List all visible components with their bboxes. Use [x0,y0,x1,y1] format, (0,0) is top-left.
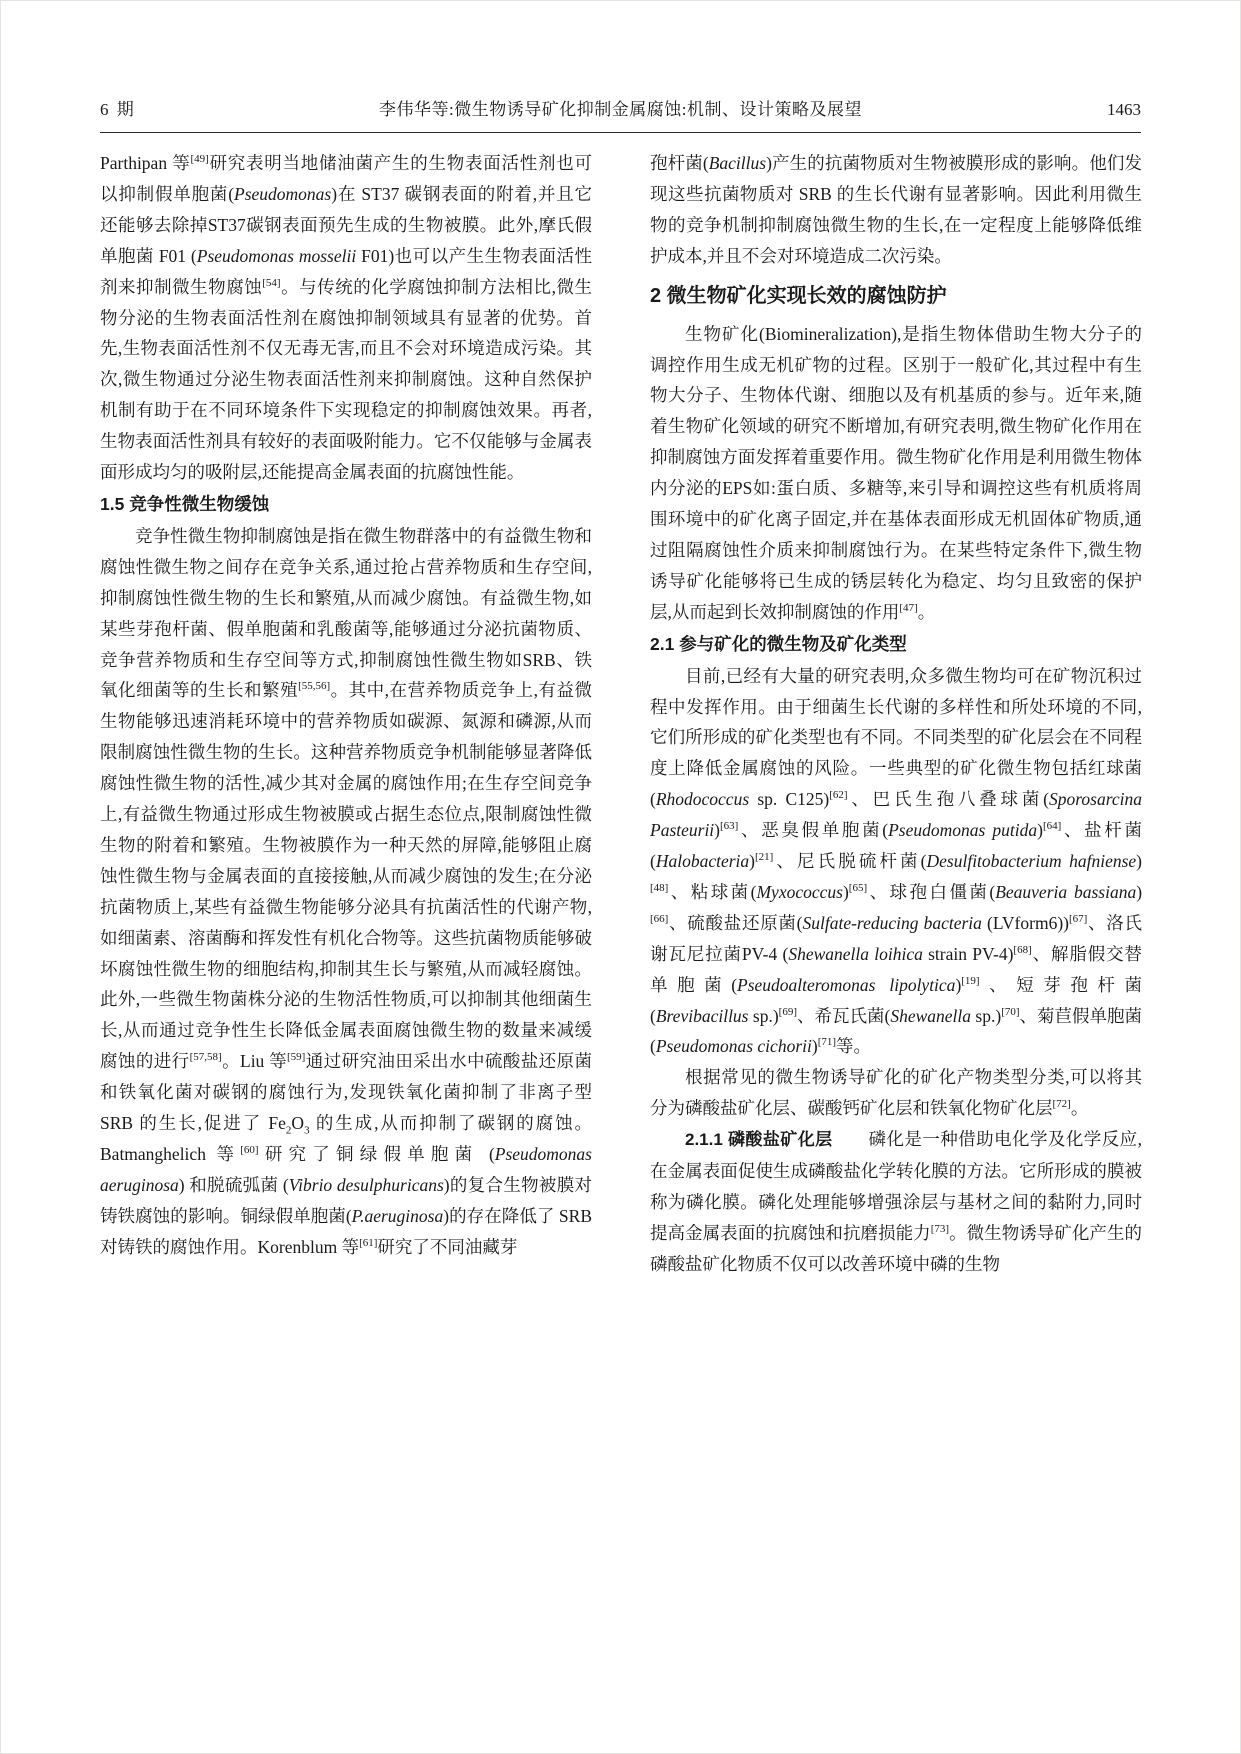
styled-text: Pseudomonas mosselii [196,245,357,266]
reference-marker: [70] [1001,1005,1020,1018]
reference-marker: [67] [1068,913,1088,926]
paragraph: 2.1.1 磷酸盐矿化层 磷化是一种借助电化学及化学反应,在金属表面促使生成磷酸盐化学转化膜的方法。它所形成的膜被称为磷化膜。磷化处理能够增强涂层与基材之间的黏附力,同时提高金属表面的抗腐蚀和抗磨损能力[73]。微生物诱导矿化产生的磷酸盐矿化物质不仅可以改善环境中磷的生物 [650,1129,1143,1274]
styled-text: Bacillus [708,153,767,173]
reference-marker: [55,56] [298,680,331,693]
styled-text: Desulfitobacterium hafniense [926,851,1137,872]
styled-text: 3 [304,1124,310,1137]
styled-text: Sulfate-reducing bacteria [802,912,982,933]
article-body [100,148,1143,1280]
styled-text: Vibrio desulphuricans [288,1174,444,1195]
styled-text: Pseudomonas [234,183,332,204]
page-header [100,95,1141,133]
reference-marker: [66] [650,913,669,926]
reference-marker: [57,58] [189,1051,222,1064]
running-title: 李伟华等:微生物诱导矿化抑制金属腐蚀:机制、设计策略及展望 [379,100,862,119]
paragraph: 根据常见的微生物诱导矿化的矿化产物类型分类,可以将其分为磷酸盐矿化层、碳酸钙矿化层和铁氧化物矿化层[72]。 [650,1067,1142,1119]
styled-text: Halobacteria [655,851,750,872]
styled-text: Sporosarcina Pasteurii [650,789,1142,841]
styled-text: P.aeruginosa [351,1205,444,1226]
reference-marker: [54] [262,276,281,289]
paragraph: 孢杆菌(Bacillus)产生的抗菌物质对生物被膜形成的影响。他们发现这些抗菌物质对 SRB 的生长代谢有显著影响。因此利用微生物的竞争机制抑制腐蚀微生物的生长,在一定程度上能够降低维护成本,并且不会对环境造成二次污染。 [650,153,1142,266]
reference-marker: [71] [817,1036,837,1049]
reference-marker: [68] [1013,943,1032,956]
styled-text: Beauveria bassiana [995,881,1137,902]
reference-marker: [19] [961,974,980,987]
reference-marker: [73] [930,1223,950,1236]
section-heading: 2 微生物矿化实现长效的腐蚀防护 [650,284,947,307]
reference-marker: [21] [754,851,774,864]
reference-marker: [65] [848,882,868,895]
reference-marker: [62] [829,789,848,802]
styled-text: Brevibacillus [655,1005,749,1026]
paragraph: Parthipan 等[49]研究表明当地储油菌产生的生物表面活性剂也可以抑制假单胞菌(Pseudomonas)在 ST37 碳钢表面的附着,并且它还能够去除掉ST37碳钢表面预先生成的生物被膜。此外,摩氏假单胞菌 F01 (Pseudomonas mosselii F01)也可以产生生物表面活性剂来抑制微生物腐蚀[54]。与传统的化学腐蚀抑制方法相比,微生物分泌的生物表面活性剂在腐蚀抑制领域具有显著的优势。首先,生物表面活性剂不仅无毒无害,而且不会对环境造成污染。其次,微生物通过分泌生物表面活性剂来抑制腐蚀。这种自然保护机制有助于在不同环境条件下实现稳定的抑制腐蚀效果。再者,生物表面活性剂具有较好的表面吸附能力。它不仅能够与金属表面形成均匀的吸附层,还能提高金属表面的抗腐蚀性能。 [100,153,593,483]
paragraph: 目前,已经有大量的研究表明,众多微生物均可在矿物沉积过程中发挥作用。由于细菌生长代谢的多样性和所处环境的不同,它们所形成的矿化类型也有不同。不同类型的矿化层会在不同程度上降低金属腐蚀的风险。一些典型的矿化微生物包括红球菌(Rhodococcus sp. C125)[62]、巴氏生孢八叠球菌(Sporosarcina Pasteurii)[63]、恶臭假单胞菌(Pseudomonas putida)[64]、盐杆菌(Halobacteria)[21]、尼氏脱硫杆菌(Desulfitobacterium hafniense)[48]、粘球菌(Myxococcus)[65]、球孢白僵菌(Beauveria bassiana)[66]、硫酸盐还原菌(Sulfate-reducing bacteria (LVform6))[67]、洛氏谢瓦尼拉菌PV-4 (Shewanella loihica strain PV-4)[68]、解脂假交替单胞菌(Pseudoalteromonas lipolytica)[19]、短芽孢杆菌(Brevibacillus sp.)[69]、希瓦氏菌(Shewanella sp.)[70]、菊苣假单胞菌(Pseudomonas cichorii)[71]等。 [650,665,1143,1057]
reference-marker: [72] [1052,1098,1071,1111]
styled-text: Rhodococcus [655,789,750,810]
styled-text: 2 [285,1124,292,1137]
styled-text: 2.1.1 磷酸盐矿化层 [685,1130,833,1150]
reference-marker: [47] [899,601,918,614]
page-number: 1463 [1107,100,1141,119]
reference-marker: [63] [720,820,739,833]
reference-marker: [60] [240,1144,259,1157]
styled-text: Shewanella [890,1005,972,1026]
styled-text: Pseudoalteromonas lipolytica [737,974,956,995]
journal-issue-label: 6 期 [100,100,136,119]
reference-marker: [49] [190,153,209,166]
column-right [650,148,1142,1280]
reference-marker: [64] [1042,820,1062,833]
reference-marker: [69] [778,1005,797,1018]
paragraph: 生物矿化(Biomineralization),是指生物体借助生物大分子的调控作用生成无机矿物的过程。区别于一般矿化,其过程中有生物大分子、生物体代谢、细胞以及有机基质的参与。近年来,随着生物矿化领域的研究不断增加,有研究表明,微生物矿化作用在抑制腐蚀方面发挥着重要作用。微生物矿化作用是利用微生物体内分泌的EPS如:蛋白质、多糖等,来引导和调控这些有机质将周围环境中的矿化离子固定,并在基体表面形成无机固体矿物质,通过阻隔腐蚀性介质来抑制腐蚀行为。在某些特定条件下,微生物诱导矿化能够将已生成的锈层转化为稳定、均匀且致密的保护层,从而起到长效抑制腐蚀的作用[47]。 [650,323,1142,622]
reference-marker: [61] [359,1236,378,1249]
styled-text: Pseudomonas putida [888,820,1038,841]
styled-text: Shewanella loihica [788,943,923,964]
styled-text: Myxococcus [756,881,843,902]
reference-marker: [59] [287,1051,306,1064]
subsection-heading: 1.5 竞争性微生物缓蚀 [100,493,270,514]
styled-text: Pseudomonas cichorii [655,1036,812,1057]
styled-text: Pseudomonas aeruginosa [100,1144,592,1195]
reference-marker: [48] [650,882,669,895]
column-left [100,148,592,1280]
subsection-heading: 2.1 参与矿化的微生物及矿化类型 [650,633,907,654]
paragraph: 竞争性微生物抑制腐蚀是指在微生物群落中的有益微生物和腐蚀性微生物之间存在竞争关系,通过抢占营养物质和生存空间,抑制腐蚀性微生物的生长和繁殖,从而减少腐蚀。有益微生物,如某些芽孢杆菌、假单胞菌和乳酸菌等,能够通过分泌抗菌物质、竞争营养物质和生存空间等方式,抑制腐蚀性微生物如SRB、铁氧化细菌等的生长和繁殖[55,56]。其中,在营养物质竞争上,有益微生物能够迅速消耗环境中的营养物质如碳源、氮源和磷源,从而限制腐蚀性微生物的生长。这种营养物质竞争机制能够显著降低腐蚀性微生物的活性,减少其对金属的腐蚀作用;在生存空间竞争上,有益微生物通过形成生物被膜或占据生态位点,限制腐蚀性微生物的附着和繁殖。生物被膜作为一种天然的屏障,能够阻止腐蚀性微生物与金属表面的直接接触,从而减少腐蚀的发生;在分泌抗菌物质上,某些有益微生物能够分泌具有抗菌活性的代谢产物,如细菌素、溶菌酶和挥发性有机化合物等。这些抗菌物质能够破坏腐蚀性微生物的细胞结构,抑制其生长与繁殖,从而减轻腐蚀。此外,一些微生物菌株分泌的生物活性物质,可以抑制其他细菌生长,从而通过竞争性生长降低金属表面腐蚀微生物的数量来减缓腐蚀的进行[57,58]。Liu 等[59]通过研究油田采出水中硫酸盐还原菌和铁氧化菌对碳钢的腐蚀行为,发现铁氧化菌抑制了非离子型 SRB 的生长,促进了 $Fe_2O_3$ 的生成,从而抑制了碳钢的腐蚀。Batmanghelich 等[60]研究了铜绿假单胞菌 (Pseudomonas aeruginosa) 和脱硫弧菌 (Vibrio desulphuricans)的复合生物被膜对铸铁腐蚀的影响。铜绿假单胞菌(P.aeruginosa)的存在降低了 SRB 对铸铁的腐蚀作用。Korenblum 等[61]研究了不同油藏芽 [100,525,593,1257]
